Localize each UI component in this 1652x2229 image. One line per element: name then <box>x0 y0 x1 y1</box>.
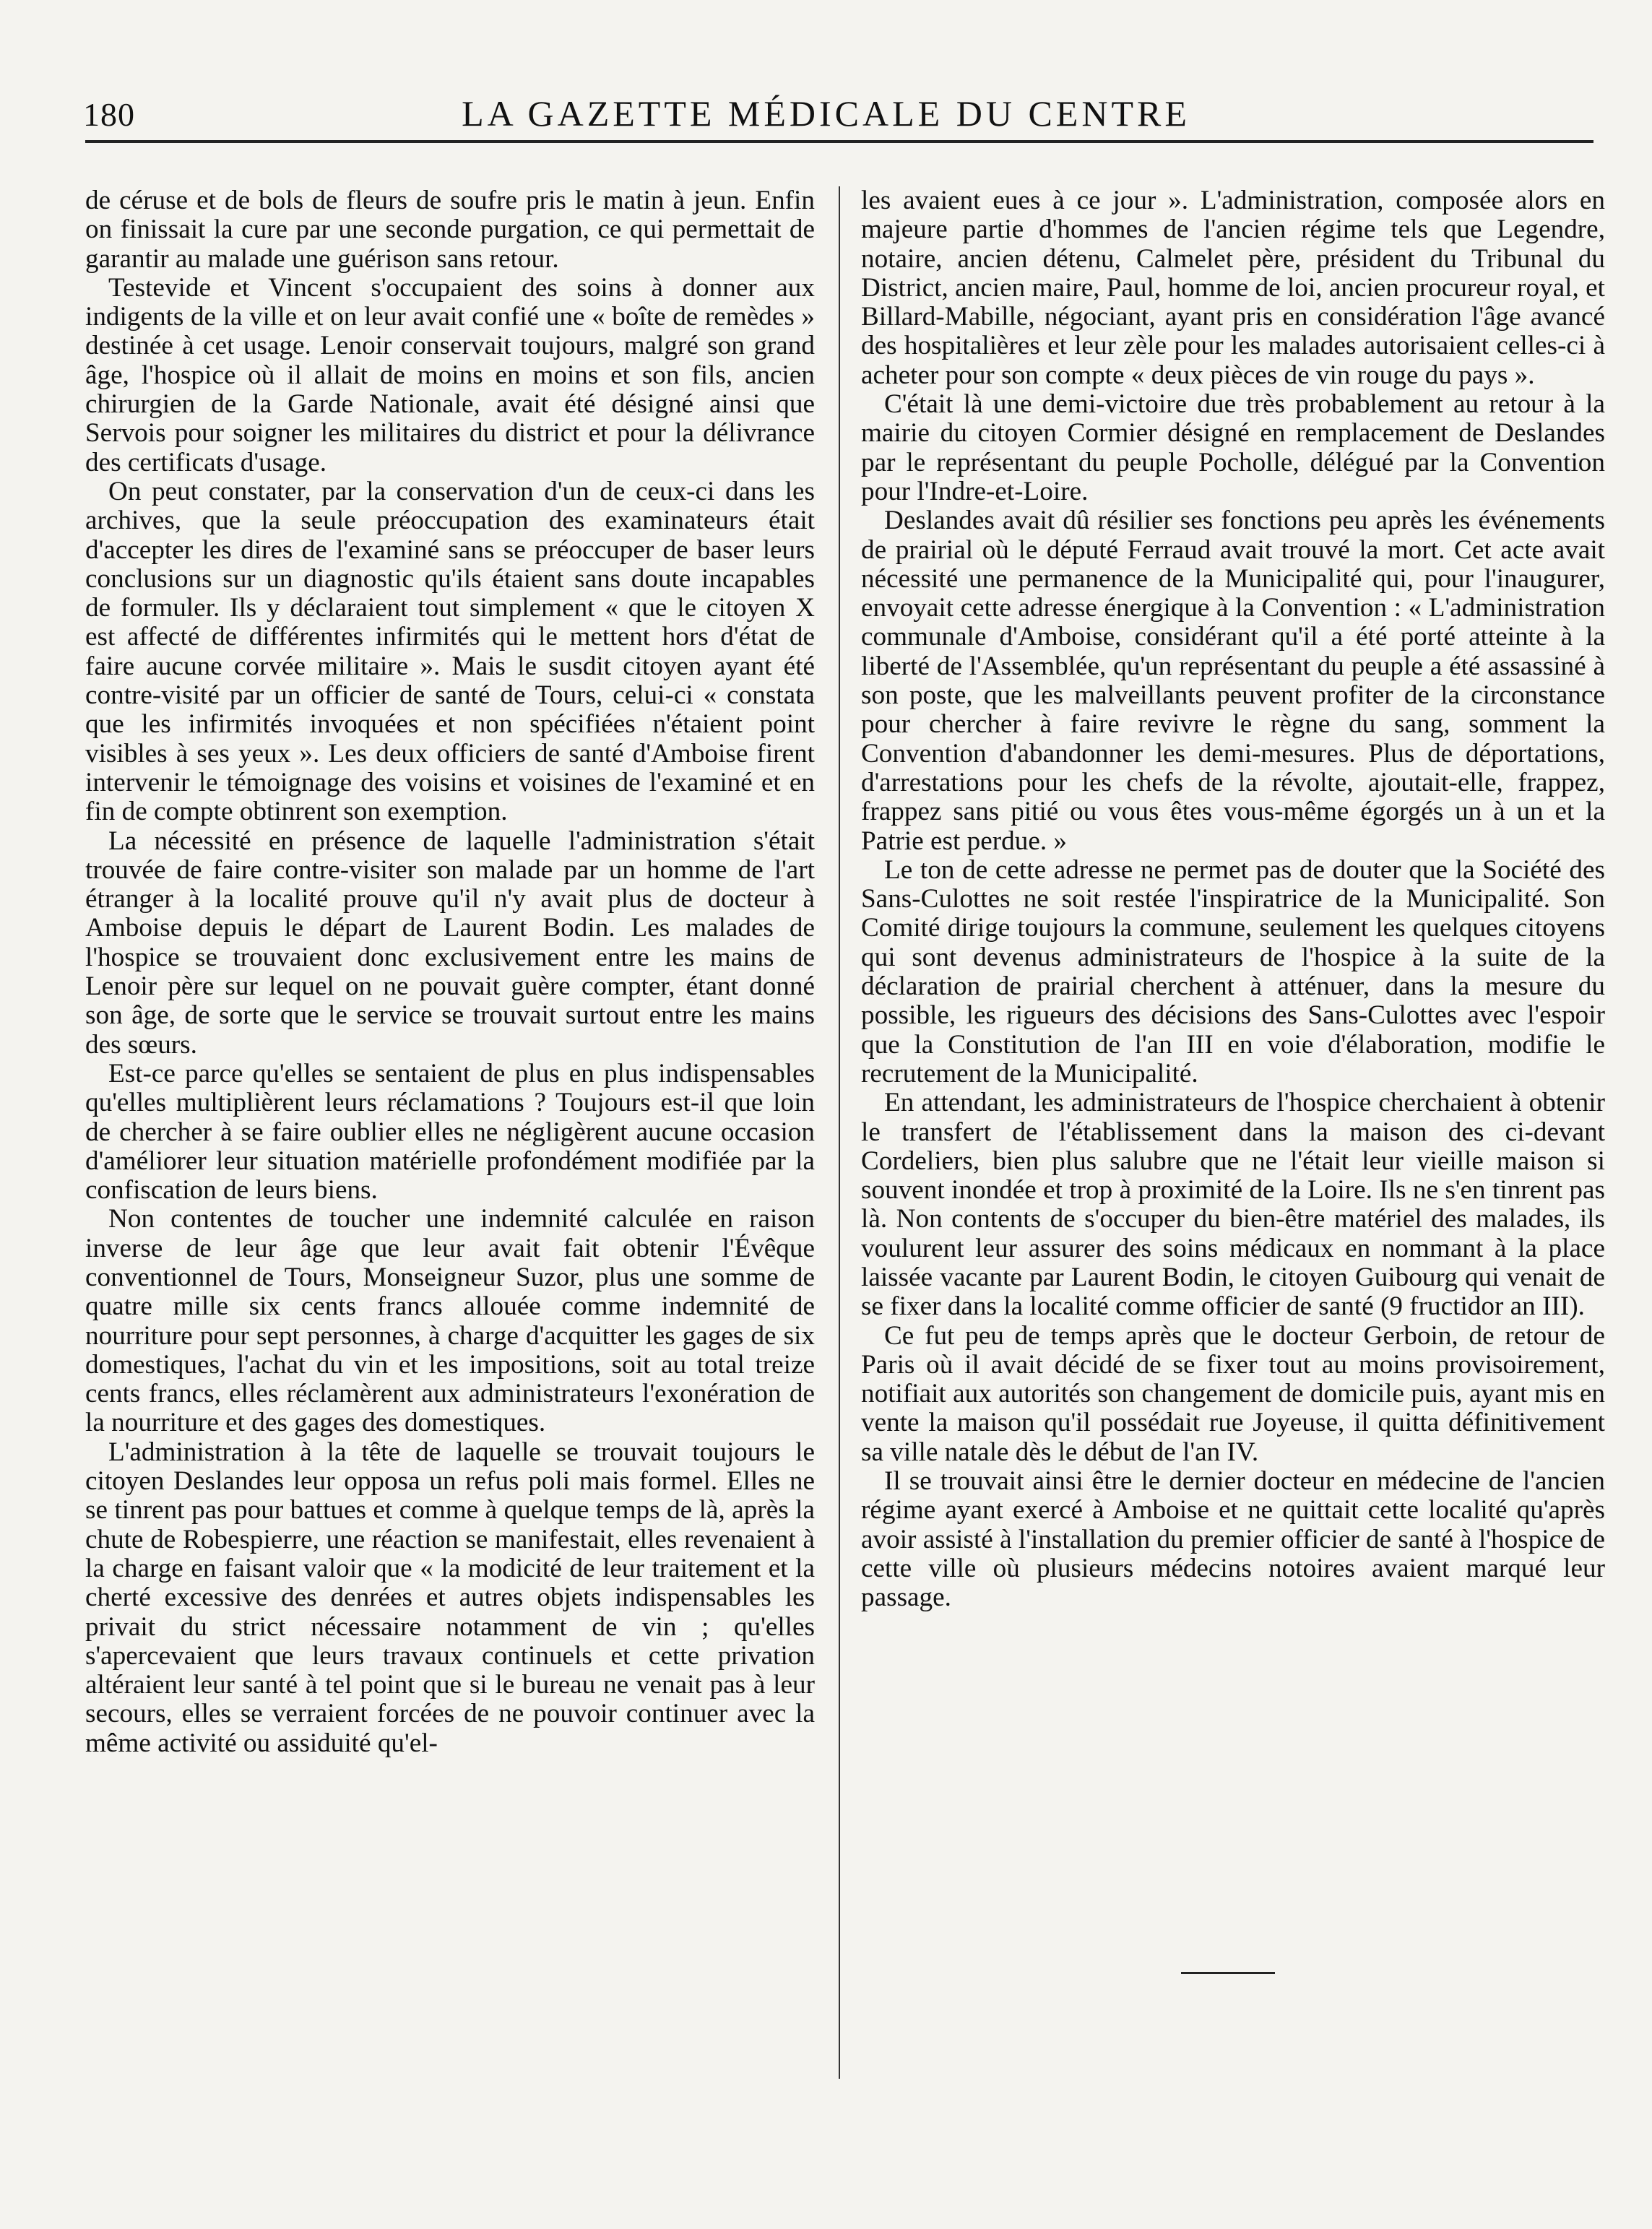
paragraph: C'était là une demi-victoire due très probablement au retour à la mairie du citoyen Cormier désigné en remplacement de Deslandes par le représentant du peuple Pocholle, délégué par la Convention pour l'Indre-et-Loire. <box>861 389 1605 506</box>
paragraph: On peut constater, par la conservation d'un de ceux-ci dans les archives, que la seule préoccupation des examinateurs était d'accepter les dires de l'examiné sans se préoccuper de baser leurs conclusions sur un diagnostic qu'ils étaient sans doute incapables de formuler. Ils y déclaraient tout simplement « que le citoyen X est affecté de différentes infirmités qui le mettent hors d'état de faire aucune corvée militaire ». Mais le susdit citoyen ayant été contre-visité par un officier de santé de Tours, celui-ci « constata que les infirmités invoquées et non spécifiées n'étaient point visibles à ses yeux ». Les deux officiers de santé d'Amboise firent intervenir le témoignage des voisins et voisines de l'examiné et en fin de compte obtinrent son exemption. <box>85 476 815 827</box>
paragraph: Ce fut peu de temps après que le docteur Gerboin, de retour de Paris où il avait décidé de se fixer tout au moins provisoirement, notifiait aux autorités son changement de domicile puis, ayant mis en vente la maison qu'il possédait rue Joyeuse, il quitta définitivement sa ville natale dès le début de l'an IV. <box>861 1320 1605 1467</box>
paragraph: Est-ce parce qu'elles se sentaient de plus en plus indispensables qu'elles multiplièrent leurs réclamations ? Toujours est-il que loin de chercher à se faire oublier elles ne négligèrent aucune occasion d'améliorer leur situation matérielle profondément modifiée par la confiscation de leurs biens. <box>85 1058 815 1206</box>
paragraph: La nécessité en présence de laquelle l'administration s'était trouvée de faire contre-visiter son malade par un homme de l'art étranger à la localité prouve qu'il n'y avait plus de docteur à Amboise depuis le départ de Laurent Bodin. Les malades de l'hospice se trouvaient donc exclusivement entre les mains de Lenoir père sur lequel on ne pouvait guère compter, étant donné son âge, de sorte que le service se trouvait surtout entre les mains des sœurs. <box>85 826 815 1060</box>
header-rule <box>85 140 1593 143</box>
end-rule <box>1181 1972 1275 1974</box>
right-column <box>861 186 1605 1613</box>
paragraph: de céruse et de bols de fleurs de soufre pris le matin à jeun. Enfin on finissait la cure par une seconde purgation, ce qui permettait de garantir au malade une guérison sans retour. <box>85 186 815 274</box>
paragraph: L'administration à la tête de laquelle se trouvait toujours le citoyen Deslandes leur opposa un refus poli mais formel. Elles ne se tinrent pas pour battues et comme à quelque temps de là, après la chute de Robespierre, une réaction se manifestait, elles revenaient à la charge en faisant valoir que « la modicité de leur traitement et la cherté excessive des denrées et autres objets indispensables les privait du strict nécessaire notamment de vin ; qu'elles s'apercevaient que leurs travaux continuels et cette privation altéraient leur santé à tel point que si le bureau ne venait pas à leur secours, elles se verraient forcées de ne pouvoir continuer avec la même activité ou assiduité qu'el- <box>85 1437 815 1758</box>
paragraph: Il se trouvait ainsi être le dernier docteur en médecine de l'ancien régime ayant exercé à Amboise et ne quittait cette localité qu'après avoir assisté à l'installation du premier officier de santé à l'hospice de cette ville où plusieurs médecins notoires avaient marqué leur passage. <box>861 1466 1605 1613</box>
paragraph: En attendant, les administrateurs de l'hospice cherchaient à obtenir le transfert de l'établissement dans la maison des ci-devant Cordeliers, bien plus salubre que ne l'était leur vieille maison si souvent inondée et trop à proximité de la Loire. Ils ne s'en tinrent pas là. Non contents de s'occuper du bien-être matériel des malades, ils voulurent leur assurer des soins médicaux en nommant à la place laissée vacante par Laurent Bodin, le citoyen Guibourg qui venait de se fixer dans la localité comme officier de santé (9 fructidor an III). <box>861 1088 1605 1322</box>
page-number: 180 <box>83 96 135 133</box>
page-header <box>0 87 1652 144</box>
running-title: LA GAZETTE MÉDICALE DU CENTRE <box>462 93 1190 134</box>
paragraph: les avaient eues à ce jour ». L'administration, composée alors en majeure partie d'hommes de l'ancien régime tels que Legendre, notaire, ancien détenu, Calmelet père, président du Tribunal du District, ancien maire, Paul, homme de loi, ancien procureur royal, et Billard-Mabille, négociant, ayant pris en considération l'âge avancé des hospitalières et leur zèle pour les malades autorisaient celles-ci à acheter pour son compte « deux pièces de vin rouge du pays ». <box>861 186 1605 390</box>
paragraph: Deslandes avait dû résilier ses fonctions peu après les événements de prairial où le député Ferraud avait trouvé la mort. Cet acte avait nécessité une permanence de la Municipalité qui, pour l'inaugurer, envoyait cette adresse énergique à la Convention : « L'administration communale d'Amboise, considérant qu'il a été porté atteinte à la liberté de l'Assemblée, qu'un représentant du peuple a été assassiné à son poste, que les malveillants peuvent profiter de la circonstance pour chercher à faire revivre le règne du sang, somment la Convention d'abandonner les demi-mesures. Plus de déportations, d'arrestations pour les chefs de la révolte, ajoutait-elle, frappez, frappez sans pitié ou vous êtes vous-même égorgés un à un et la Patrie est perdue. » <box>861 506 1605 856</box>
left-column <box>85 186 815 1758</box>
paragraph: Le ton de cette adresse ne permet pas de douter que la Société des Sans-Culottes ne soit restée l'inspiratrice de la Municipalité. Son Comité dirige toujours la commune, seulement les quelques citoyens qui sont devenus administrateurs de l'hospice à la suite de la déclaration de prairial cherchent à atténuer, dans la mesure du possible, les rigueurs des décisions des Sans-Culottes avec l'espoir que la Constitution de l'an III en voie d'élaboration, modifie le recrutement de la Municipalité. <box>861 854 1605 1088</box>
column-divider <box>839 186 840 2079</box>
paragraph: Non contentes de toucher une indemnité calculée en raison inverse de leur âge que leur avait fait obtenir l'Évêque conventionnel de Tours, Monseigneur Suzor, plus une somme de quatre mille six cents francs allouée comme indemnité de nourriture pour sept personnes, à charge d'acquitter les gages de six domestiques, l'achat du vin et les impositions, soit au total treize cents francs, elles réclamèrent aux administrateurs l'exonération de la nourriture et des gages des domestiques. <box>85 1204 815 1438</box>
paragraph: Testevide et Vincent s'occupaient des soins à donner aux indigents de la ville et on leur avait confié une « boîte de remèdes » destinée à cet usage. Lenoir conservait toujours, malgré son grand âge, l'hospice où il allait de moins en moins et son fils, ancien chirurgien de la Garde Nationale, avait été désigné ainsi que Servois pour soigner les militaires du district et pour la délivrance des certificats d'usage. <box>85 272 815 477</box>
